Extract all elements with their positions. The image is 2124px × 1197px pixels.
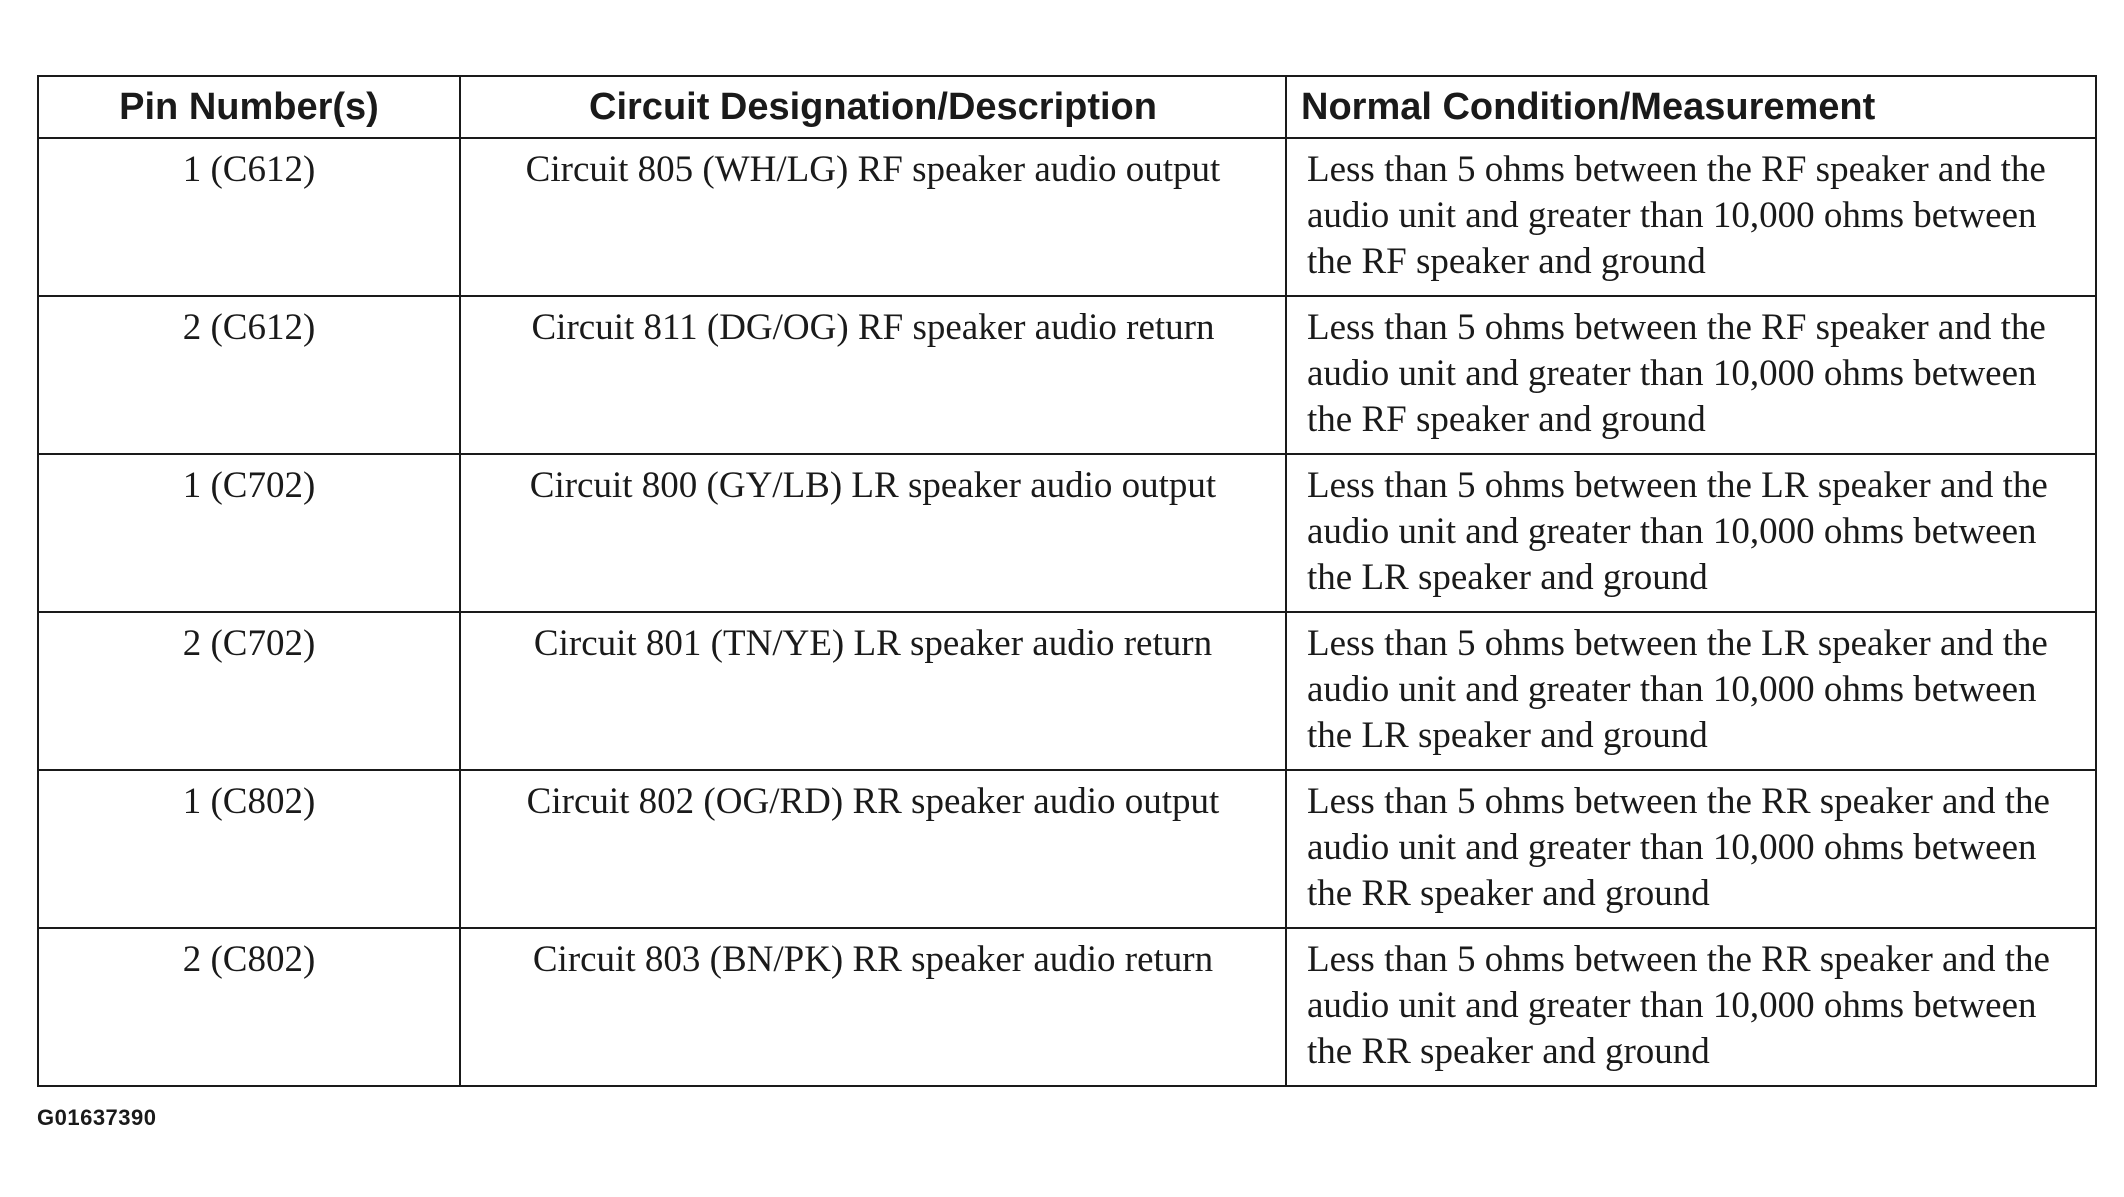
figure-id: G01637390 (37, 1105, 157, 1130)
pin-cell: 1 (C802) (38, 770, 460, 928)
condition-cell: Less than 5 ohms between the RR speaker and the audio unit and greater than 10,000 ohms between the RR speaker and ground (1286, 770, 2096, 928)
table-row (38, 296, 2096, 454)
table-row (38, 454, 2096, 612)
pin-cell: 2 (C802) (38, 928, 460, 1086)
pin-chart (37, 75, 2095, 1087)
table-row (38, 770, 2096, 928)
circuit-cell: Circuit 805 (WH/LG) RF speaker audio output (460, 138, 1286, 296)
table-row (38, 138, 2096, 296)
pin-cell: 2 (C702) (38, 612, 460, 770)
pin-cell: 1 (C612) (38, 138, 460, 296)
condition-cell: Less than 5 ohms between the RF speaker and the audio unit and greater than 10,000 ohms between the RF speaker and ground (1286, 138, 2096, 296)
table-body (38, 138, 2096, 1086)
condition-cell: Less than 5 ohms between the RR speaker and the audio unit and greater than 10,000 ohms between the RR speaker and ground (1286, 928, 2096, 1086)
pin-cell: 1 (C702) (38, 454, 460, 612)
circuit-cell: Circuit 811 (DG/OG) RF speaker audio return (460, 296, 1286, 454)
circuit-cell: Circuit 800 (GY/LB) LR speaker audio output (460, 454, 1286, 612)
header-normal-condition: Normal Condition/Measurement (1286, 76, 2096, 138)
condition-cell: Less than 5 ohms between the LR speaker and the audio unit and greater than 10,000 ohms between the LR speaker and ground (1286, 612, 2096, 770)
condition-cell: Less than 5 ohms between the LR speaker and the audio unit and greater than 10,000 ohms between the LR speaker and ground (1286, 454, 2096, 612)
header-pin-number: Pin Number(s) (38, 76, 460, 138)
table-row (38, 928, 2096, 1086)
table-row (38, 612, 2096, 770)
circuit-cell: Circuit 803 (BN/PK) RR speaker audio return (460, 928, 1286, 1086)
condition-cell: Less than 5 ohms between the RF speaker and the audio unit and greater than 10,000 ohms between the RF speaker and ground (1286, 296, 2096, 454)
table-header (38, 76, 2096, 138)
circuit-cell: Circuit 801 (TN/YE) LR speaker audio return (460, 612, 1286, 770)
pin-table (37, 75, 2097, 1087)
pin-cell: 2 (C612) (38, 296, 460, 454)
header-circuit-description: Circuit Designation/Description (460, 76, 1286, 138)
circuit-cell: Circuit 802 (OG/RD) RR speaker audio output (460, 770, 1286, 928)
header-row (38, 76, 2096, 138)
